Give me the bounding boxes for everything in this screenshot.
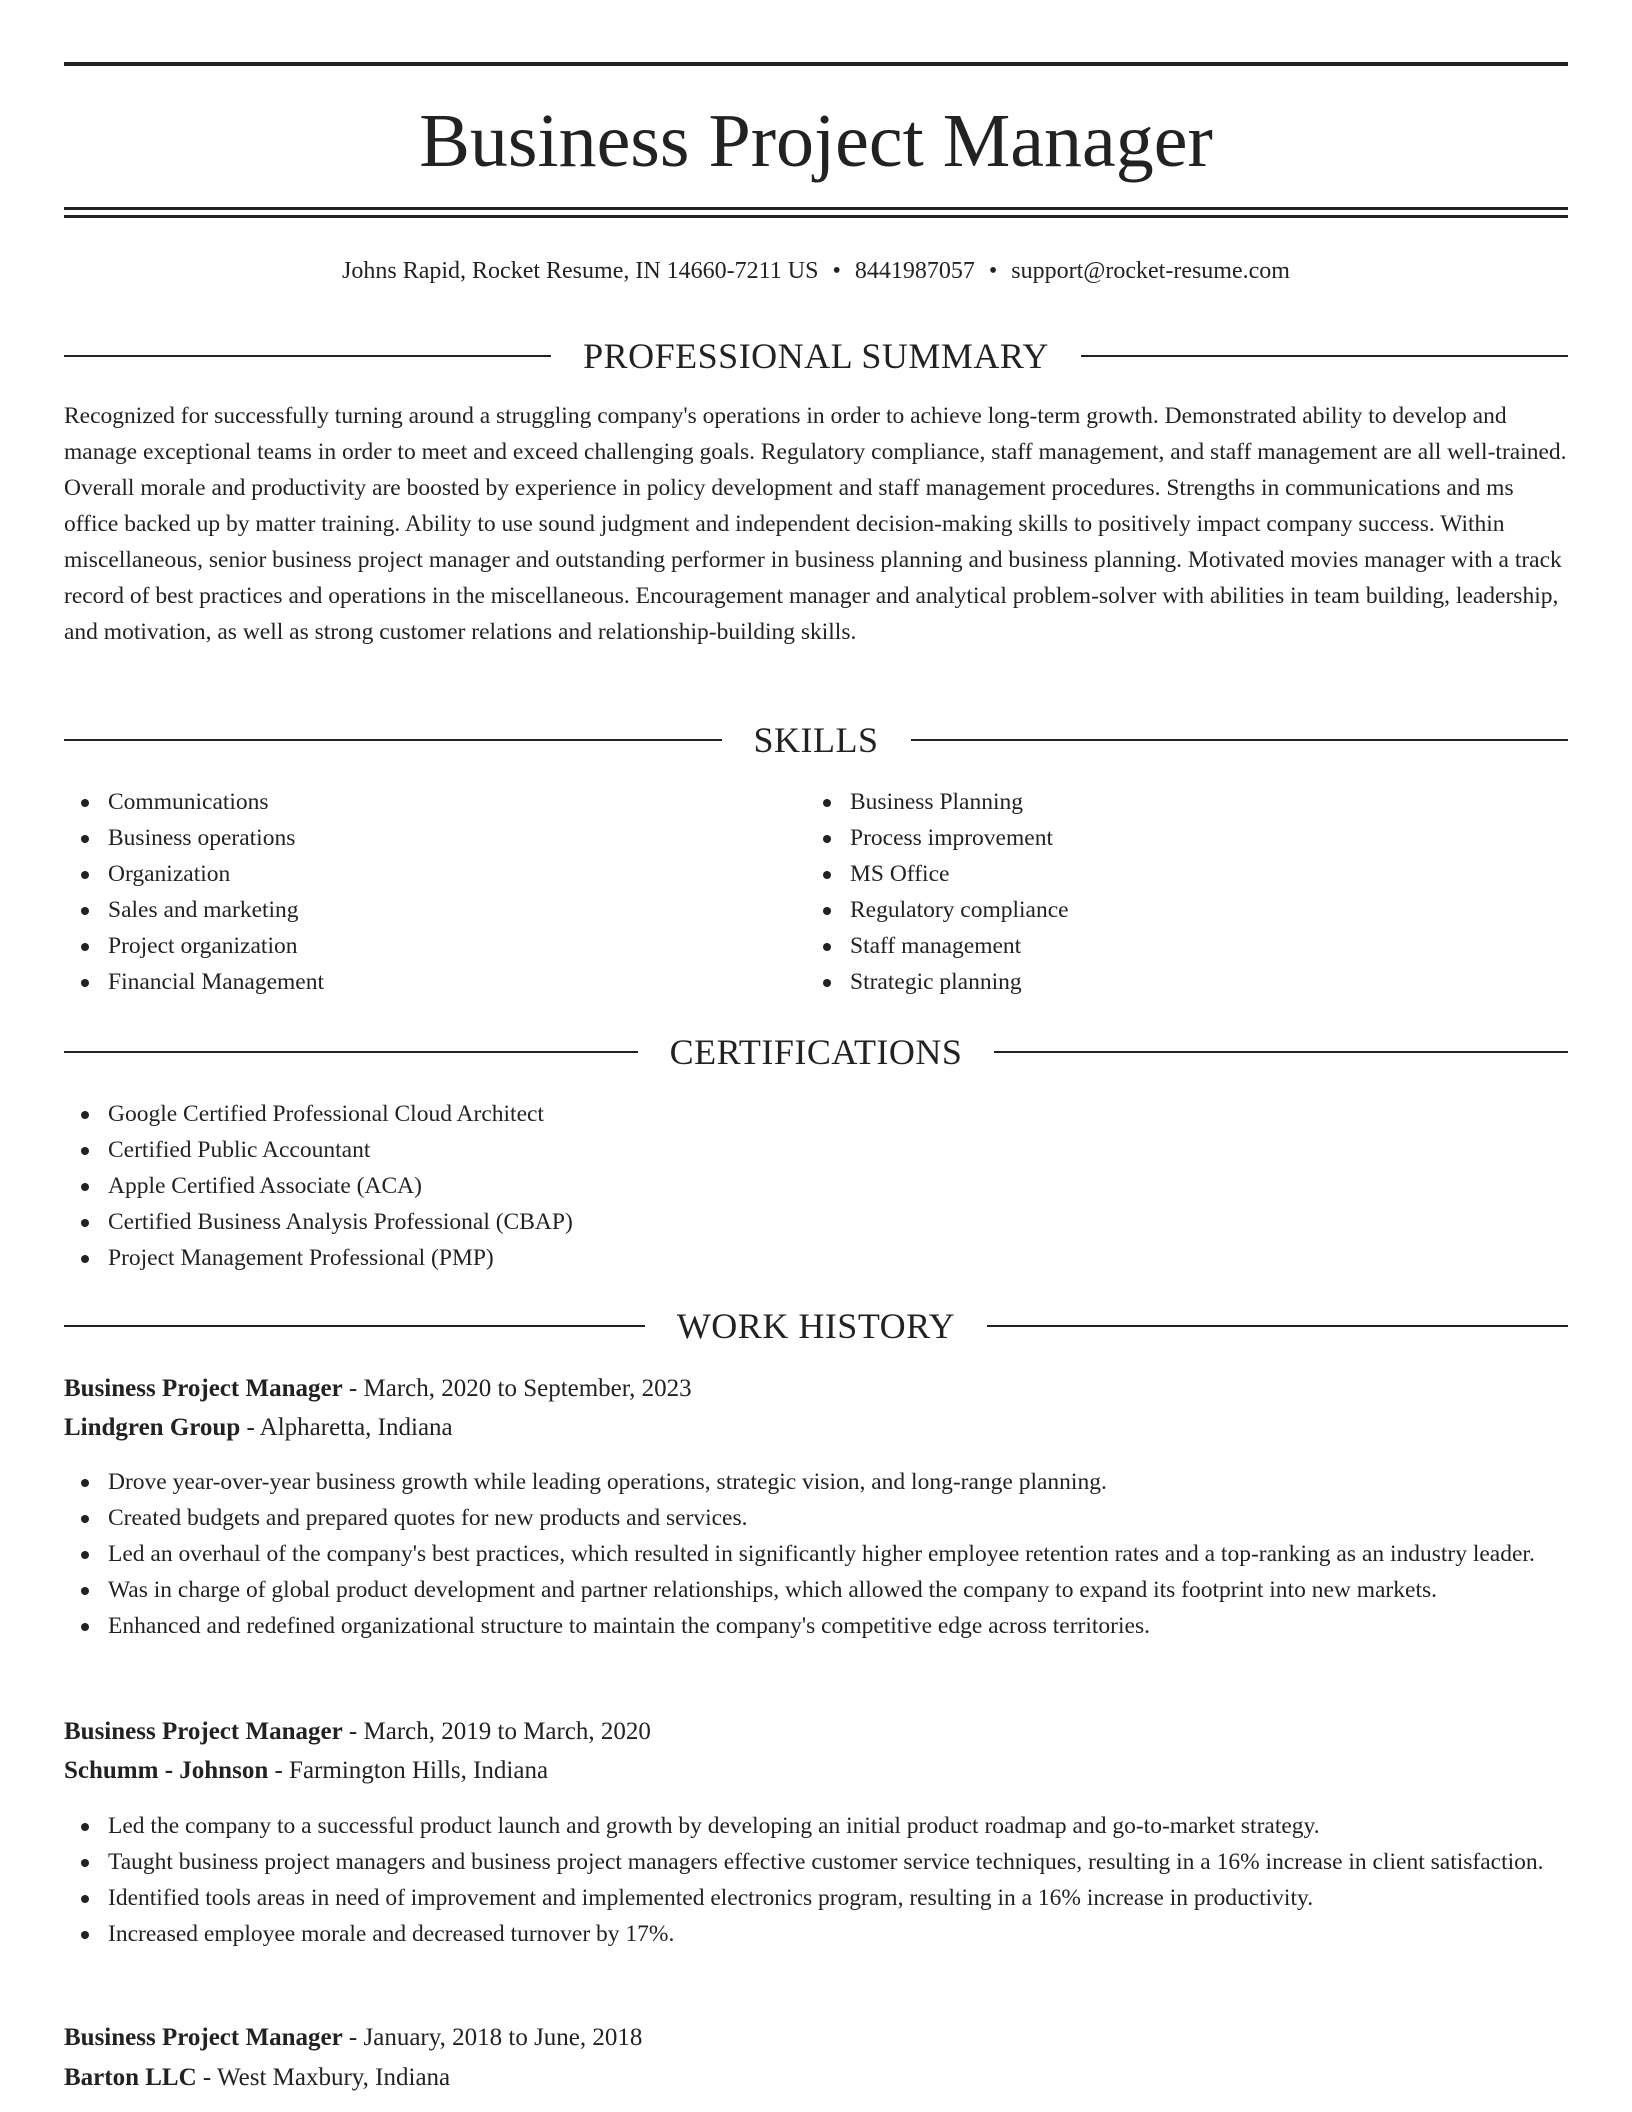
skill-item: Sales and marketing [64,892,764,928]
skill-item: Business Planning [806,784,1506,820]
certifications-list [64,1096,1568,1276]
job-bullet: Taught business project managers and business project managers effective customer service techniques, resulting in a 16% increase in client satisfaction. [64,1844,1568,1880]
job-company: Schumm - Johnson [64,1757,269,1784]
job-location: - West Maxbury, Indiana [196,2064,451,2091]
summary-heading: PROFESSIONAL SUMMARY [583,336,1049,376]
job-bullet: Led the company to a successful product launch and growth by developing an initial product roadmap and go-to-market strategy. [64,1808,1568,1844]
section-rule-left [64,739,722,741]
job-title: Business Project Manager [64,1375,343,1402]
job-bullet: Created budgets and prepared quotes for new products and services. [64,1500,1568,1536]
job-bullets [64,1464,1568,1644]
skills-section-header [64,718,1568,762]
skill-item: MS Office [806,856,1506,892]
certification-item: Certified Business Analysis Professional (CBAP) [64,1204,1568,1240]
skill-item: Project organization [64,928,764,964]
certification-item: Google Certified Professional Cloud Architect [64,1096,1568,1132]
skill-item: Communications [64,784,764,820]
job-bullet: Enhanced and redefined organizational structure to maintain the company's competitive edge across territories. [64,1608,1568,1644]
certification-item: Apple Certified Associate (ACA) [64,1168,1568,1204]
certifications-heading: CERTIFICATIONS [669,1032,963,1072]
skill-item: Organization [64,856,764,892]
certifications-section-header [64,1030,1568,1074]
section-rule-left [64,1051,638,1053]
skill-item: Strategic planning [806,964,1506,1000]
contact-phone: 8441987057 [854,258,975,284]
section-rule-right [1081,355,1568,357]
skill-item: Regulatory compliance [806,892,1506,928]
job-location: - Alpharetta, Indiana [240,1414,453,1441]
skills-list-right [806,784,1506,1000]
job-dates: - January, 2018 to June, 2018 [342,2024,643,2051]
skill-item: Business operations [64,820,764,856]
job-company-line [64,1752,1568,1790]
contact-separator: • [988,258,998,284]
contact-line [64,254,1568,288]
job-bullet: Was in charge of global product development and partner relationships, which allowed the company to expand its footprint into new markets. [64,1572,1568,1608]
job-bullet: Drove year-over-year business growth while leading operations, strategic vision, and long-range planning. [64,1464,1568,1500]
certification-item: Project Management Professional (PMP) [64,1240,1568,1276]
job-title-line [64,2019,1568,2057]
skills-list-left [64,784,764,1000]
header-top-rule [64,62,1568,66]
section-rule-left [64,355,551,357]
skill-item: Staff management [806,928,1506,964]
job-title: Business Project Manager [64,2024,343,2051]
job-location: - Farmington Hills, Indiana [268,1757,549,1784]
summary-text: Recognized for successfully turning around a struggling company's operations in order to achieve long-term growth. Demonstrated ability to develop and manage exceptional teams in order to meet and exceed challenging goals. Regulatory compliance, staff management, and staff management are all well-trained. Overall morale and productivity are boosted by experience in policy development and staff management procedures. Strengths in communications and ms office backed up by matter training. Ability to use sound judgment and independent decision-making skills to positively impact company success. Within miscellaneous, senior business project manager and outstanding performer in business planning and business planning. Motivated movies manager with a track record of best practices and operations in the miscellaneous. Encouragement manager and analytical problem-solver with abilities in team building, leadership, and motivation, as well as strong customer relations and relationship-building skills. [64,403,1567,645]
contact-address: Johns Rapid, Rocket Resume, IN 14660-7211 US [342,258,819,284]
job-company: Barton LLC [64,2064,197,2091]
work-heading: WORK HISTORY [676,1306,956,1346]
certification-item: Certified Public Accountant [64,1132,1568,1168]
job-company: Lindgren Group [64,1414,241,1441]
job-bullets [64,1808,1568,1952]
job-dates: - March, 2020 to September, 2023 [342,1375,692,1402]
job-title-line [64,1713,1568,1751]
job-bullet: Led an overhaul of the company's best practices, which resulted in significantly higher employee retention rates and a top-ranking as an industry leader. [64,1536,1568,1572]
skill-item: Process improvement [806,820,1506,856]
summary-section-header [64,334,1568,378]
section-rule-right [987,1325,1568,1327]
page-title: Business Project Manager [419,99,1213,183]
skills-heading: SKILLS [753,720,879,760]
job-title: Business Project Manager [64,1718,343,1745]
job-bullet: Increased employee morale and decreased turnover by 17%. [64,1916,1568,1952]
job-dates: - March, 2019 to March, 2020 [342,1718,651,1745]
contact-separator: • [832,258,841,284]
job-company-line [64,2059,1568,2097]
skill-item: Financial Management [64,964,764,1000]
work-section-header [64,1304,1568,1348]
job-company-line [64,1409,1568,1447]
contact-email: support@rocket-resume.com [1011,258,1290,284]
header-double-rule-upper [64,207,1568,210]
section-rule-right [911,739,1569,741]
header-double-rule-lower [64,215,1568,218]
section-rule-left [64,1325,645,1327]
job-bullet: Identified tools areas in need of improvement and implemented electronics program, resulting in a 16% increase in productivity. [64,1880,1568,1916]
section-rule-right [994,1051,1568,1053]
job-title-line [64,1370,1568,1408]
